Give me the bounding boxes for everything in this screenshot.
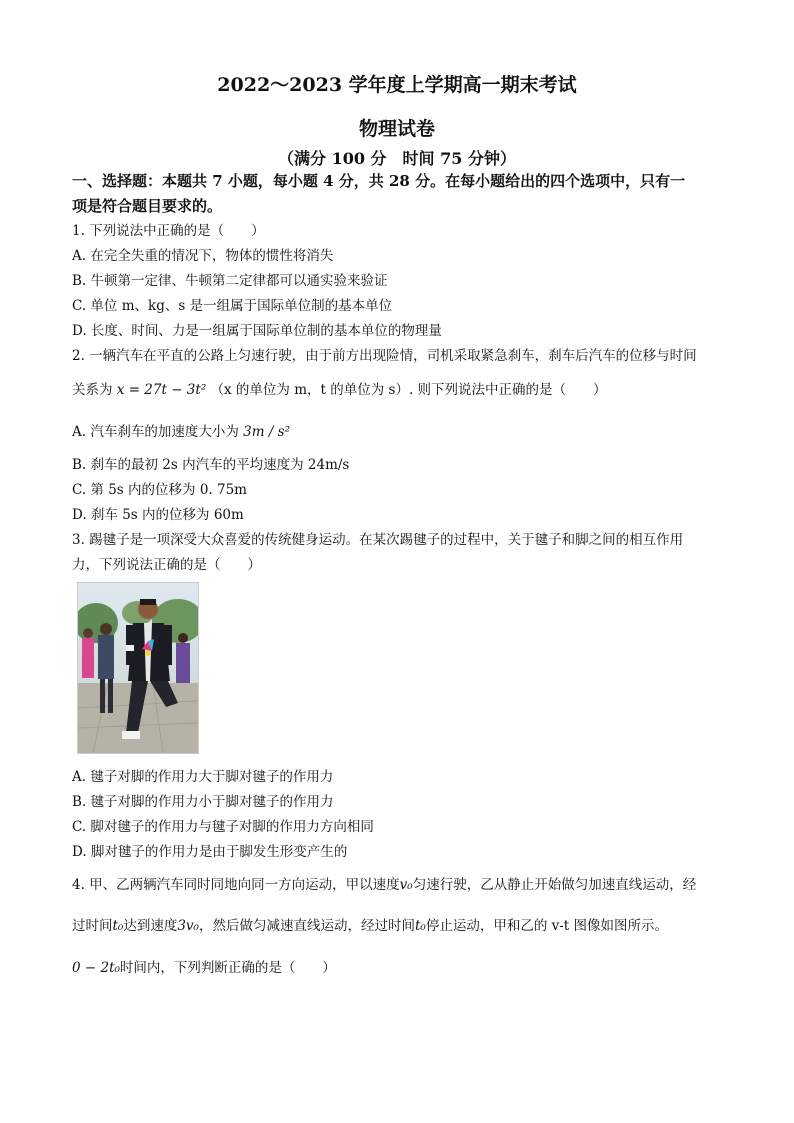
q2-option-b: B. 刹车的最初 2s 内汽车的平均速度为 24m/s — [72, 457, 350, 473]
q4-stem-line2 — [72, 917, 732, 935]
q4-time-range: 0 − 2t₀ — [72, 960, 120, 976]
q3-stem-line2: 力，下列说法正确的是（ ） — [72, 557, 261, 573]
section-heading-line2: 项是符合题目要求的。 — [72, 197, 223, 215]
exam-title: 2022～2023 学年度上学期高一期末考试 — [217, 74, 577, 96]
q1-option-a: A. 在完全失重的情况下，物体的惯性将消失 — [72, 248, 334, 264]
q4-text-1: 4. 甲、乙两辆汽车同时同地向同一方向运动，甲以速度 — [72, 877, 400, 893]
q2-option-c: C. 第 5s 内的位移为 0. 75m — [72, 482, 247, 498]
q4-t0-first: t₀ — [112, 918, 124, 934]
q2-formula: x = 27t − 3t² — [116, 382, 207, 398]
q2-stem-text-post: （x 的单位为 m，t 的单位为 s）. 则下列说法中正确的是（ ） — [210, 382, 607, 398]
q2-option-d: D. 刹车 5s 内的位移为 60m — [72, 507, 244, 523]
q2-stem-line2 — [72, 381, 732, 399]
q2-option-a-text: A. 汽车刹车的加速度大小为 — [72, 424, 239, 440]
q4-stem-line3 — [72, 959, 732, 977]
shuttlecock-kicking-photo — [77, 582, 199, 754]
q4-text-3: 过时间 — [72, 918, 113, 934]
q1-option-d: D. 长度、时间、力是一组属于国际单位制的基本单位的物理量 — [72, 323, 442, 339]
q2-stem-text-pre: 关系为 — [72, 382, 113, 398]
photo-illustration — [78, 583, 198, 753]
q4-3v0: 3v₀ — [177, 918, 199, 934]
q1-option-c: C. 单位 m、kg、s 是一组属于国际单位制的基本单位 — [72, 298, 393, 314]
q4-text-7: 时间内，下列判断正确的是（ ） — [119, 960, 336, 976]
q1-option-b: B. 牛顿第一定律、牛顿第二定律都可以通实验来验证 — [72, 273, 388, 289]
exam-subtitle: 物理试卷 — [358, 118, 435, 140]
q2-stem-line1: 2. 一辆汽车在平直的公路上匀速行驶，由于前方出现险情，司机采取紧急刹车，刹车后汽车的位移与时间 — [72, 348, 697, 364]
q1-stem: 1. 下列说法中正确的是（ ） — [72, 223, 265, 239]
section-heading-line1: 一、选择题：本题共 7 小题，每小题 4 分，共 28 分。在每小题给出的四个选项中，只有一 — [72, 172, 686, 190]
q3-option-a: A. 毽子对脚的作用力大于脚对毽子的作用力 — [72, 769, 334, 785]
q3-option-c: C. 脚对毽子的作用力与毽子对脚的作用力方向相同 — [72, 819, 374, 835]
q4-v0: v₀ — [399, 877, 413, 893]
q4-text-4: 达到速度 — [123, 918, 178, 934]
q3-stem-line1: 3. 踢毽子是一项深受大众喜爱的传统健身运动。在某次踢毽子的过程中，关于毽子和脚之间的相互作用 — [72, 532, 684, 548]
exam-info: （满分 100 分 时间 75 分钟） — [278, 149, 516, 168]
q4-t0-second: t₀ — [414, 918, 426, 934]
q2-option-a-formula: 3m / s² — [243, 424, 291, 440]
q4-text-6: 停止运动，甲和乙的 v-t 图像如图所示。 — [425, 918, 669, 934]
q4-text-2: 匀速行驶，乙从静止开始做匀加速直线运动，经 — [412, 877, 697, 893]
q3-option-d: D. 脚对毽子的作用力是由于脚发生形变产生的 — [72, 844, 348, 860]
q4-stem-line1 — [72, 876, 732, 894]
q4-text-5: ，然后做匀减速直线运动，经过时间 — [198, 918, 415, 934]
q3-option-b: B. 毽子对脚的作用力小于脚对毽子的作用力 — [72, 794, 334, 810]
q2-option-a — [72, 423, 732, 441]
